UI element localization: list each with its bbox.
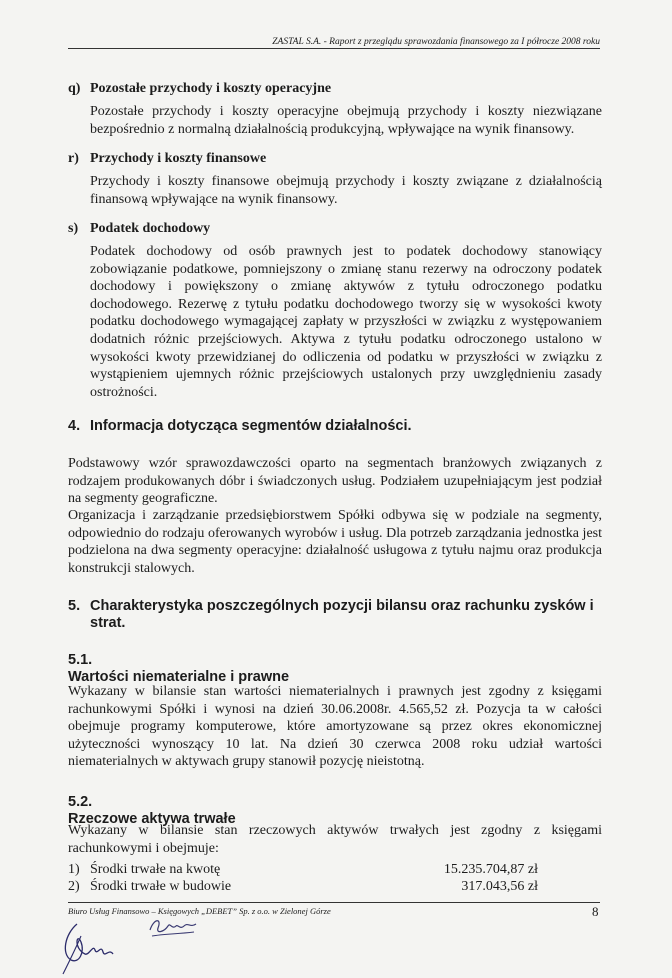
- heading-5-2-number: 5.2.: [68, 794, 93, 810]
- paragraph-4a: Podstawowy wzór sprawozdawczości oparto na segmentach branżowych związanych z rodzajem produkowanych dóbr i świadczonych usług. Podziałem uzupełniającym jest podział na segmenty geograficzne.: [68, 456, 602, 507]
- handwritten-signature: [144, 912, 204, 942]
- section-r-heading: Przychody i koszty finansowe: [90, 151, 267, 166]
- section-q-heading: Pozostałe przychody i koszty operacyjne: [90, 81, 332, 96]
- heading-4: [68, 418, 602, 435]
- page-number: 8: [592, 904, 599, 919]
- heading-5-title: Charakterystyka poszczególnych pozycji bilansu oraz rachunku zysków i strat.: [90, 598, 594, 631]
- footer-divider: [68, 902, 600, 903]
- list-item-amount: 317.043,56 zł: [461, 879, 538, 894]
- section-r-letter: r): [68, 151, 79, 166]
- list-item-number: 2): [68, 879, 80, 894]
- heading-4-number: 4.: [68, 418, 81, 434]
- heading-5-1: [68, 652, 602, 686]
- heading-5: [68, 598, 602, 632]
- section-s-text: Podatek dochodowy od osób prawnych jest to podatek dochodowy stanowiący zobowiązanie podatkowe, pomniejszony o zmianę stanu rezerwy na odroczony podatek dochodowy i powiększony o zmianę aktywów z tytułu odroczonego podatku dochodowego. Rezerwę z tytułu podatku dochodowego tworzy się w wysokości kwoty podatku dochodowego wymagającej zapłaty w przyszłości w związku z występowaniem dodatnich różnic przejściowych. Aktywa z tytułu podatku odroczonego ustalono w wysokości kwoty przewidzianej do odliczenia od podatku w przyszłości w związku z wystąpieniem ujemnych różnic przejściowych ustalonych przy uwzględnieniu zasady ostrożności.: [90, 244, 602, 400]
- section-r-title: [68, 151, 266, 167]
- section-s-title: [68, 221, 210, 237]
- list-item-label: Środki trwałe w budowie: [90, 879, 232, 894]
- paragraph-5-2: Wykazany w bilansie stan rzeczowych aktywów trwałych jest zgodny z księgami rachunkowymi i obejmuje:: [68, 823, 602, 856]
- list-item-number: 1): [68, 862, 80, 877]
- heading-5-1-title: Wartości niematerialne i prawne: [68, 669, 290, 685]
- list-item-amount: 15.235.704,87 zł: [443, 862, 538, 877]
- section-s-heading: Podatek dochodowy: [90, 221, 211, 236]
- list-item-label: Środki trwałe na kwotę: [90, 862, 221, 877]
- running-header: ZASTAL S.A. - Raport z przeglądu sprawozdania finansowego za I półrocze 2008 roku: [68, 37, 600, 49]
- section-s-letter: s): [68, 221, 79, 236]
- footer-text: Biuro Usług Finansowo – Księgowych „DEBET” Sp. z o.o. w Zielonej Górze: [68, 906, 331, 916]
- section-q-letter: q): [68, 81, 81, 96]
- section-q-text: Pozostałe przychody i koszty operacyjne obejmują przychody i koszty niezwiązane bezpośrednio z normalną działalnością produkcyjną, wpływające na wynik finansowy.: [90, 104, 602, 137]
- paragraph-4b: Organizacja i zarządzanie przedsiębiorstwem Spółki odbywa się w podziale na segmenty, odpowiednio do rodzaju oferowanych wyrobów i usług. Dla potrzeb zarządzania jednostka jest podzielona na dwa segmenty operacyjne: działalność usługowa z tytułu najmu oraz produkcja konstrukcji stalowych.: [68, 508, 602, 576]
- section-r-text: Przychody i koszty finansowe obejmują przychody i koszty związane z działalnością finansową wpływające na wynik finansowy.: [90, 174, 602, 207]
- list-item: [68, 861, 538, 878]
- heading-5-2-title: Rzeczowe aktywa trwałe: [68, 811, 236, 827]
- list-item: [68, 878, 538, 895]
- heading-5-1-number: 5.1.: [68, 652, 93, 668]
- heading-5-number: 5.: [68, 598, 81, 614]
- heading-4-title: Informacja dotycząca segmentów działalności.: [90, 418, 412, 434]
- paragraph-5-1: Wykazany w bilansie stan wartości niematerialnych i prawnych jest zgodny z księgami rachunkowymi Spółki i wynosi na dzień 30.06.2008r. 4.565,52 zł. Pozycja ta w całości obejmuje programy komputerowe, które amortyzowane są przez okres ekonomicznej użyteczności wynoszący 10 lat. Na dzień 30 czerwca 2008 roku udział wartości niematerialnych w aktywach grupy stanowił pozycję nieistotną.: [68, 684, 602, 770]
- handwritten-initials: [55, 914, 125, 976]
- section-q-title: [68, 81, 331, 97]
